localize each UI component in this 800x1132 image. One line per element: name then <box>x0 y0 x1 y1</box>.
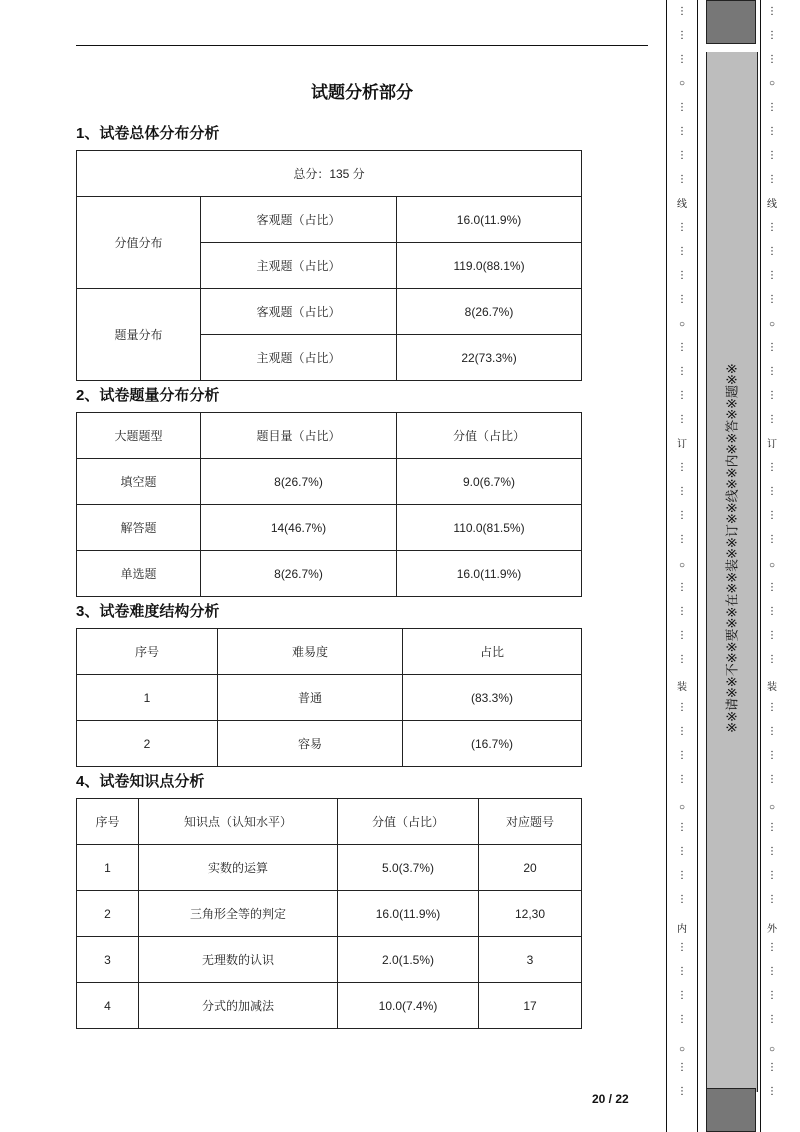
margin-dot-mark: ⋮ <box>677 462 687 473</box>
margin-dot-mark: ⋮ <box>677 486 687 497</box>
table-cell: 2.0(1.5%) <box>338 937 479 983</box>
knowledge-point-table <box>76 798 582 1029</box>
margin-label: 线 <box>677 199 687 210</box>
margin-dot-mark: ⋮ <box>767 126 777 137</box>
table-cell: 10.0(7.4%) <box>338 983 479 1029</box>
column-header: 大题题型 <box>77 413 201 459</box>
page-title: 试题分析部分 <box>311 83 413 102</box>
margin-dot-mark: ⋮ <box>677 294 687 305</box>
table-row <box>77 289 582 335</box>
table-cell: 填空题 <box>77 459 201 505</box>
margin-dot-mark: ⋮ <box>677 150 687 161</box>
section-heading-knowledge: 4、试卷知识点分析 <box>76 773 205 790</box>
margin-dot-mark: ⋮ <box>767 222 777 233</box>
margin-label: 外 <box>767 924 777 935</box>
margin-dot-mark: ⋮ <box>677 126 687 137</box>
column-header: 占比 <box>403 629 582 675</box>
margin-dot-mark: ⋮ <box>677 774 687 785</box>
margin-dot-mark: ⋮ <box>767 270 777 281</box>
margin-dot-mark: ⋮ <box>677 1014 687 1025</box>
margin-dot-mark: ⋮ <box>677 846 687 857</box>
overall-distribution-table <box>76 150 582 381</box>
margin-label: 订 <box>677 439 687 450</box>
margin-dot-mark: ⋮ <box>677 510 687 521</box>
margin-dot-mark: ⋮ <box>677 606 687 617</box>
outer-binding-column <box>766 0 778 1132</box>
table-cell: 普通 <box>218 675 403 721</box>
table-row <box>77 891 582 937</box>
table-cell: 2 <box>77 721 218 767</box>
margin-rule <box>760 0 761 1132</box>
difficulty-table <box>76 628 582 767</box>
margin-dot-mark: ⋮ <box>767 822 777 833</box>
score-objective-value: 16.0(11.9%) <box>397 197 582 243</box>
margin-dot-mark: ⋮ <box>767 846 777 857</box>
margin-dot-mark: ⋮ <box>767 774 777 785</box>
subjective-label: 主观题（占比） <box>201 335 397 381</box>
margin-circle-mark: ○ <box>768 78 776 89</box>
margin-dot-mark: ⋮ <box>767 1014 777 1025</box>
margin-dot-mark: ⋮ <box>677 30 687 41</box>
margin-dot-mark: ⋮ <box>677 102 687 113</box>
table-cell: 4 <box>77 983 139 1029</box>
table-cell: 解答题 <box>77 505 201 551</box>
margin-dot-mark: ⋮ <box>677 390 687 401</box>
margin-dot-mark: ⋮ <box>767 510 777 521</box>
margin-dot-mark: ⋮ <box>677 942 687 953</box>
margin-dot-mark: ⋮ <box>767 462 777 473</box>
margin-dot-mark: ⋮ <box>767 294 777 305</box>
margin-circle-mark: ○ <box>678 560 686 571</box>
margin-dot-mark: ⋮ <box>767 1086 777 1097</box>
margin-dot-mark: ⋮ <box>767 54 777 65</box>
count-subjective-value: 22(73.3%) <box>397 335 582 381</box>
table-cell: 1 <box>77 675 218 721</box>
table-cell: 3 <box>77 937 139 983</box>
table-cell: 17 <box>479 983 582 1029</box>
table-row <box>77 721 582 767</box>
margin-dot-mark: ⋮ <box>767 342 777 353</box>
section-heading-overall: 1、试卷总体分布分析 <box>76 125 220 142</box>
margin-dot-mark: ⋮ <box>767 654 777 665</box>
margin-dot-mark: ⋮ <box>767 366 777 377</box>
margin-dot-mark: ⋮ <box>677 270 687 281</box>
margin-rule <box>666 0 667 1132</box>
table-cell: 容易 <box>218 721 403 767</box>
count-distribution-label: 题量分布 <box>77 289 201 381</box>
table-cell: 16.0(11.9%) <box>397 551 582 597</box>
table-row <box>77 845 582 891</box>
margin-dot-mark: ⋮ <box>767 102 777 113</box>
column-header: 分值（占比） <box>338 799 479 845</box>
table-cell: 5.0(3.7%) <box>338 845 479 891</box>
margin-dot-mark: ⋮ <box>767 486 777 497</box>
binding-warning-text: ※※请※※不※※要※※在※※装※※订※※线※※内※※答※※题※※ <box>724 363 740 733</box>
margin-circle-mark: ○ <box>678 802 686 813</box>
margin-dot-mark: ⋮ <box>767 606 777 617</box>
margin-dot-mark: ⋮ <box>767 150 777 161</box>
margin-dot-mark: ⋮ <box>677 1062 687 1073</box>
margin-dot-mark: ⋮ <box>767 174 777 185</box>
margin-dot-mark: ⋮ <box>677 366 687 377</box>
column-header: 分值（占比） <box>397 413 582 459</box>
margin-rule <box>697 0 698 1132</box>
margin-dot-mark: ⋮ <box>677 246 687 257</box>
count-objective-value: 8(26.7%) <box>397 289 582 335</box>
margin-dot-mark: ⋮ <box>677 822 687 833</box>
margin-dot-mark: ⋮ <box>767 870 777 881</box>
margin-dot-mark: ⋮ <box>677 654 687 665</box>
margin-dot-mark: ⋮ <box>677 990 687 1001</box>
question-type-table <box>76 412 582 597</box>
table-cell: 12,30 <box>479 891 582 937</box>
table-cell: 9.0(6.7%) <box>397 459 582 505</box>
column-header: 知识点（认知水平） <box>139 799 338 845</box>
header-rule <box>76 45 648 46</box>
table-cell: 3 <box>479 937 582 983</box>
margin-dot-mark: ⋮ <box>677 54 687 65</box>
table-row <box>77 551 582 597</box>
table-row <box>77 675 582 721</box>
table-row <box>77 459 582 505</box>
table-cell: 1 <box>77 845 139 891</box>
margin-dot-mark: ⋮ <box>767 1062 777 1073</box>
margin-dot-mark: ⋮ <box>767 750 777 761</box>
table-cell: 8(26.7%) <box>201 551 397 597</box>
margin-circle-mark: ○ <box>768 802 776 813</box>
margin-dot-mark: ⋮ <box>677 534 687 545</box>
margin-dot-mark: ⋮ <box>767 30 777 41</box>
table-cell: 16.0(11.9%) <box>338 891 479 937</box>
margin-label: 线 <box>767 199 777 210</box>
margin-circle-mark: ○ <box>678 78 686 89</box>
margin-dot-mark: ⋮ <box>677 870 687 881</box>
margin-label: 装 <box>677 682 687 693</box>
margin-dot-mark: ⋮ <box>677 342 687 353</box>
section-heading-difficulty: 3、试卷难度结构分析 <box>76 603 220 620</box>
margin-circle-mark: ○ <box>678 1044 686 1055</box>
margin-dot-mark: ⋮ <box>767 630 777 641</box>
margin-circle-mark: ○ <box>768 1044 776 1055</box>
table-cell: 单选题 <box>77 551 201 597</box>
table-cell: 110.0(81.5%) <box>397 505 582 551</box>
score-subjective-value: 119.0(88.1%) <box>397 243 582 289</box>
binding-strip-cap <box>706 1088 756 1132</box>
margin-dot-mark: ⋮ <box>677 222 687 233</box>
column-header: 对应题号 <box>479 799 582 845</box>
table-cell: 14(46.7%) <box>201 505 397 551</box>
margin-circle-mark: ○ <box>678 319 686 330</box>
column-header: 序号 <box>77 629 218 675</box>
section-heading-quantity: 2、试卷题量分布分析 <box>76 387 220 404</box>
table-cell: 实数的运算 <box>139 845 338 891</box>
table-cell: 20 <box>479 845 582 891</box>
table-cell: (83.3%) <box>403 675 582 721</box>
table-cell: 三角形全等的判定 <box>139 891 338 937</box>
score-distribution-label: 分值分布 <box>77 197 201 289</box>
margin-dot-mark: ⋮ <box>677 174 687 185</box>
table-row <box>77 151 582 197</box>
table-row <box>77 983 582 1029</box>
inner-binding-column <box>676 0 688 1132</box>
objective-label: 客观题（占比） <box>201 197 397 243</box>
table-row <box>77 937 582 983</box>
margin-dot-mark: ⋮ <box>767 246 777 257</box>
margin-dot-mark: ⋮ <box>677 702 687 713</box>
margin-dot-mark: ⋮ <box>767 894 777 905</box>
table-cell: 分式的加减法 <box>139 983 338 1029</box>
table-cell: 8(26.7%) <box>201 459 397 505</box>
margin-label: 订 <box>767 439 777 450</box>
margin-dot-mark: ⋮ <box>677 630 687 641</box>
margin-dot-mark: ⋮ <box>767 582 777 593</box>
margin-dot-mark: ⋮ <box>767 6 777 17</box>
table-cell: 2 <box>77 891 139 937</box>
total-score-cell: 总分：135 分 <box>77 151 582 197</box>
margin-dot-mark: ⋮ <box>767 990 777 1001</box>
binding-strip-cap <box>706 0 756 44</box>
margin-label: 内 <box>677 924 687 935</box>
margin-label: 装 <box>767 682 777 693</box>
margin-dot-mark: ⋮ <box>767 534 777 545</box>
margin-dot-mark: ⋮ <box>767 966 777 977</box>
margin-dot-mark: ⋮ <box>767 414 777 425</box>
margin-dot-mark: ⋮ <box>677 1086 687 1097</box>
margin-dot-mark: ⋮ <box>677 582 687 593</box>
margin-dot-mark: ⋮ <box>767 942 777 953</box>
column-header: 题目量（占比） <box>201 413 397 459</box>
margin-dot-mark: ⋮ <box>677 726 687 737</box>
margin-dot-mark: ⋮ <box>677 6 687 17</box>
margin-dot-mark: ⋮ <box>677 966 687 977</box>
margin-circle-mark: ○ <box>768 560 776 571</box>
table-header-row <box>77 799 582 845</box>
table-row <box>77 197 582 243</box>
column-header: 难易度 <box>218 629 403 675</box>
table-cell: 无理数的认识 <box>139 937 338 983</box>
table-row <box>77 505 582 551</box>
table-cell: (16.7%) <box>403 721 582 767</box>
objective-label: 客观题（占比） <box>201 289 397 335</box>
margin-dot-mark: ⋮ <box>767 390 777 401</box>
page-number: 20 / 22 <box>592 1092 629 1106</box>
subjective-label: 主观题（占比） <box>201 243 397 289</box>
margin-dot-mark: ⋮ <box>677 750 687 761</box>
table-header-row <box>77 629 582 675</box>
column-header: 序号 <box>77 799 139 845</box>
margin-dot-mark: ⋮ <box>677 414 687 425</box>
margin-dot-mark: ⋮ <box>677 894 687 905</box>
margin-circle-mark: ○ <box>768 319 776 330</box>
margin-dot-mark: ⋮ <box>767 726 777 737</box>
margin-dot-mark: ⋮ <box>767 702 777 713</box>
table-header-row <box>77 413 582 459</box>
